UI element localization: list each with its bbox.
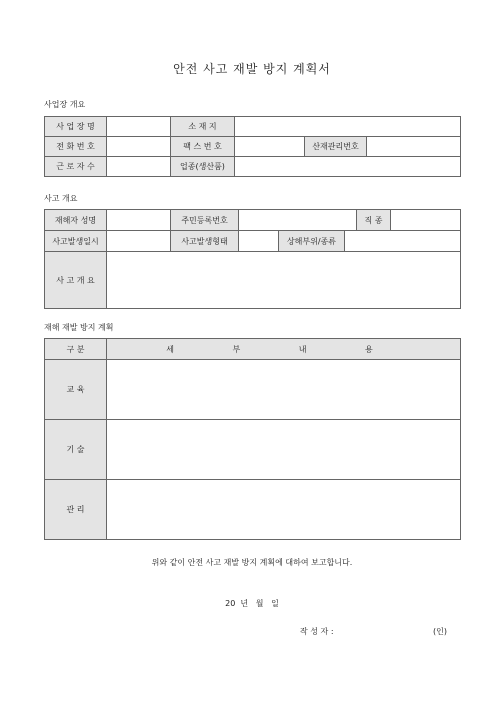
label-business-name: 사 업 장 명	[45, 117, 107, 137]
section-heading-business: 사업장 개요	[44, 100, 86, 109]
label-resident-number: 주민등록번호	[171, 210, 239, 231]
prevention-plan-table	[44, 338, 461, 540]
technology-details-field[interactable]	[107, 420, 461, 480]
label-fax: 팩 스 번 호	[171, 137, 235, 157]
label-job-type: 직 종	[357, 210, 391, 231]
report-date: 20 년 월 일	[225, 599, 279, 608]
label-workers: 근 로 자 수	[45, 157, 107, 177]
report-statement: 위와 같이 안전 사고 재발 방지 계획에 대하여 보고합니다.	[151, 558, 353, 567]
fax-field[interactable]	[235, 137, 305, 157]
victim-name-field[interactable]	[107, 210, 171, 231]
row-label-technology: 기 술	[45, 420, 107, 480]
label-address: 소 재 지	[171, 117, 235, 137]
label-injury-part: 상해부위/종류	[279, 231, 345, 252]
label-victim-name: 재해자 성명	[45, 210, 107, 231]
label-industrial-number: 산재관리번호	[305, 137, 367, 157]
section-heading-prevention: 재해 재발 방지 계획	[44, 323, 114, 332]
industrial-number-field[interactable]	[367, 137, 461, 157]
section-heading-accident: 사고 개요	[44, 194, 78, 203]
resident-number-field[interactable]	[239, 210, 357, 231]
document-title: 안전 사고 재발 방지 계획서	[173, 62, 331, 76]
author-label: 작 성 자 :	[300, 627, 334, 636]
label-accident-type: 사고발생형태	[171, 231, 239, 252]
row-label-management: 관 리	[45, 480, 107, 540]
business-name-field[interactable]	[107, 117, 171, 137]
workers-field[interactable]	[107, 157, 171, 177]
management-details-field[interactable]	[107, 480, 461, 540]
address-field[interactable]	[235, 117, 461, 137]
label-accident-summary: 사 고 개 요	[45, 252, 107, 309]
row-label-education: 교 육	[45, 360, 107, 420]
label-accident-datetime: 사고발생일시	[45, 231, 107, 252]
accident-overview-table	[44, 209, 461, 309]
header-category: 구 분	[45, 339, 107, 360]
phone-field[interactable]	[107, 137, 171, 157]
accident-summary-field[interactable]	[107, 252, 461, 309]
education-details-field[interactable]	[107, 360, 461, 420]
accident-datetime-field[interactable]	[107, 231, 171, 252]
label-phone: 전 화 번 호	[45, 137, 107, 157]
seal-mark: (인)	[433, 627, 447, 636]
header-details: 세 부 내 용	[107, 339, 461, 360]
job-type-field[interactable]	[391, 210, 461, 231]
accident-type-field[interactable]	[239, 231, 279, 252]
industry-field[interactable]	[235, 157, 461, 177]
label-industry: 업종(생산품)	[171, 157, 235, 177]
business-overview-table	[44, 116, 461, 177]
injury-part-field[interactable]	[345, 231, 461, 252]
